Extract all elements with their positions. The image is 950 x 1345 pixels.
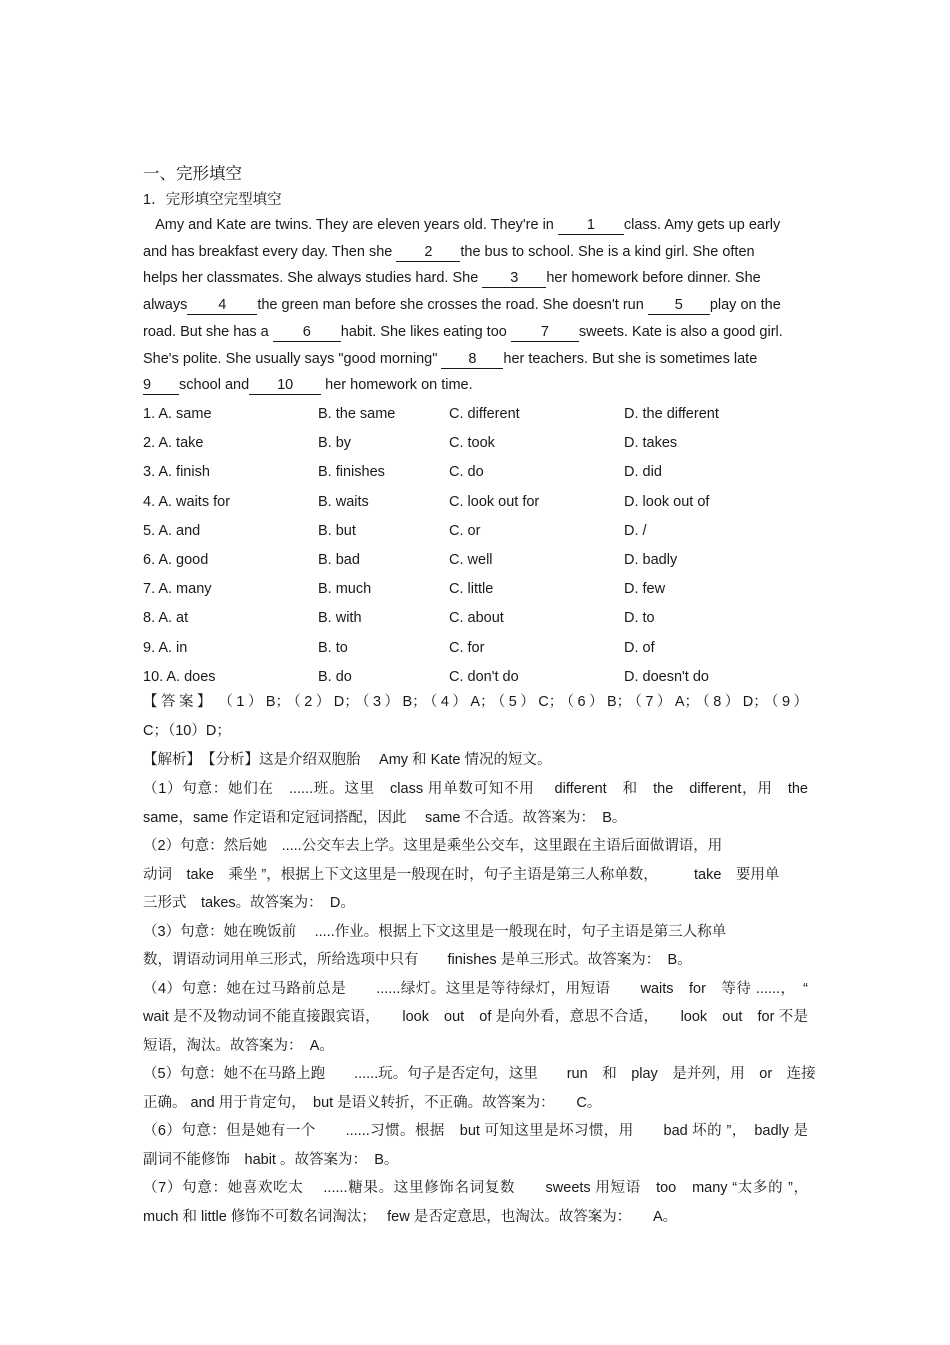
option-a: 1. A. same	[143, 406, 212, 422]
option-a: 4. A. waits for	[143, 493, 231, 510]
analysis-item-2	[143, 832, 808, 918]
passage-line	[143, 212, 808, 239]
analysis-line: wait 是不及物动词不能直接跟宾语， look out of 是向外看，意思不合适， look out for 不是	[143, 1009, 808, 1025]
passage-text: her homework before dinner. She	[546, 270, 761, 287]
analysis-item-3	[143, 918, 808, 975]
analysis-line: （7）句意：她喜欢吃太 ......糖果。这里修饰名词复数 sweets 用短语 too many “太多的 ”，	[143, 1180, 808, 1196]
section-title: 一、完形填空	[143, 165, 242, 183]
option-a: 7. A. many	[143, 581, 212, 598]
option-b: B. the same	[318, 406, 396, 422]
option-c: C. little	[449, 581, 494, 598]
analysis-item-1	[143, 775, 808, 832]
option-row	[143, 458, 808, 487]
option-d: D. doesn't do	[624, 668, 709, 685]
option-c: C. don't do	[449, 668, 519, 685]
analysis-line: （2）句意：然后她 .....公交车去上学。这里是乘坐公交车，这里跟在主语后面做谓语，用	[143, 838, 723, 854]
analysis-line: （1）句意：她们在 ......班。这里 class 用单数可知不用 different 和 the different，用 the	[143, 781, 808, 797]
option-c: C. different	[449, 406, 520, 422]
passage-text: class. Amy gets up early	[623, 217, 781, 233]
analysis-line: 动词 take 乘坐 ”，根据上下文这里是一般现在时，句子主语是第三人称单数， take 要用单	[143, 866, 780, 883]
passage-text: her teachers. But she is sometimes late	[503, 350, 758, 367]
option-b: B. with	[318, 610, 362, 627]
option-row	[143, 575, 808, 604]
option-d: D. look out of	[624, 493, 710, 510]
option-row	[143, 604, 808, 633]
answer-line: 【答案】 （1）B；（2）D；（3）B；（4）A；（5）C；（6）B；（7）A；（8）D；（9）	[143, 694, 808, 710]
analysis-item-6	[143, 1117, 808, 1174]
analysis-line: （4）句意：她在过马路前总是 ......绿灯。这里是等待绿灯，用短语 waits for 等待 ......， “	[143, 980, 808, 997]
option-b: B. do	[318, 668, 352, 685]
analysis-heading: 【解析】 【分析】这是介绍双胞胎 Amy 和 Kate 情况的短文。	[143, 752, 552, 768]
passage-line	[143, 346, 808, 373]
passage-text: her homework on time.	[321, 377, 473, 394]
option-b: B. bad	[318, 551, 360, 568]
passage-line	[143, 372, 808, 399]
option-d: D. takes	[624, 435, 678, 452]
analysis-line: （5）句意：她不在马路上跑 ......玩。句子是否定句，这里 run 和 play 是并列，用 or 连接	[143, 1066, 816, 1082]
option-c: C. took	[449, 435, 495, 452]
passage-line	[143, 239, 808, 266]
option-a: 3. A. finish	[143, 464, 210, 481]
passage-line	[143, 292, 808, 319]
blank-6: 6	[273, 323, 341, 342]
option-d: D. did	[624, 464, 662, 481]
passage-line	[143, 265, 808, 292]
analysis-line: much 和 little 修饰不可数名词淘汰； few 是否定意思，也淘汰。故答案为： A。	[143, 1208, 678, 1225]
blank-3: 3	[482, 269, 546, 288]
option-d: D. few	[624, 581, 666, 598]
analysis-section	[143, 746, 816, 1231]
passage-text: and has breakfast every day. Then she	[143, 243, 397, 260]
analysis-line: （6）句意：但是她有一个 ......习惯。根据 but 可知这里是坏习惯，用 bad 坏的 ”， badly 是	[143, 1123, 808, 1139]
passage-text: the green man before she crosses the road. She doesn't run	[257, 297, 648, 314]
analysis-item-5	[143, 1060, 816, 1117]
option-c: C. well	[449, 551, 493, 568]
passage-text: Amy and Kate are twins. They are eleven years old. They're in	[155, 217, 558, 233]
blank-9: 9	[143, 376, 179, 395]
option-row	[143, 634, 808, 663]
option-a: 2. A. take	[143, 435, 204, 452]
option-d: D. the different	[624, 406, 719, 422]
analysis-line: 副词不能修饰 habit 。故答案为： B。	[143, 1151, 399, 1168]
option-row	[143, 517, 808, 546]
passage-text: She's polite. She usually says "good morning"	[143, 350, 442, 367]
blank-10: 10	[249, 376, 321, 395]
analysis-line: 短语，淘汰。故答案为： A。	[143, 1037, 334, 1054]
passage-text: sweets. Kate is also a good girl.	[578, 323, 783, 340]
blank-8: 8	[441, 350, 503, 369]
blank-4: 4	[187, 296, 257, 315]
passage-line	[143, 319, 808, 346]
passage-text: habit. She likes eating too	[340, 323, 511, 340]
option-row	[143, 400, 808, 429]
option-d: D. to	[624, 610, 655, 627]
option-a: 5. A. and	[143, 522, 201, 539]
question-title: 1．完形填空完型填空	[143, 192, 282, 208]
option-b: B. but	[318, 522, 356, 539]
option-c: C. for	[449, 639, 485, 656]
analysis-item-4	[143, 975, 808, 1061]
option-b: B. by	[318, 435, 352, 452]
option-b: B. to	[318, 639, 348, 656]
option-row	[143, 488, 808, 517]
passage-text: road. But she has a	[143, 323, 273, 340]
option-d: D. /	[624, 522, 647, 539]
analysis-line: （3）句意：她在晚饭前 .....作业。根据上下文这里是一般现在时，句子主语是第三人称单	[143, 923, 727, 940]
passage-text: play on the	[709, 297, 781, 314]
blank-7: 7	[511, 323, 579, 342]
answer-section	[143, 688, 808, 746]
passage-text: school and	[179, 377, 250, 394]
blank-5: 5	[648, 296, 710, 315]
option-row	[143, 429, 808, 458]
passage-text: always	[143, 297, 188, 314]
passage-text: helps her classmates. She always studies hard. She	[143, 270, 483, 287]
analysis-line: 正确。 and 用于肯定句， but 是语义转折，不正确。故答案为： C。	[143, 1094, 602, 1111]
analysis-line: same，same 作定语和定冠词搭配，因此 same 不合适。故答案为： B。	[143, 809, 627, 826]
passage-text: the bus to school. She is a kind girl. She often	[460, 243, 755, 260]
option-c: C. or	[449, 522, 481, 539]
option-a: 10. A. does	[143, 668, 216, 685]
option-d: D. badly	[624, 551, 678, 568]
analysis-line: 数，谓语动词用单三形式，所给选项中只有 finishes 是单三形式。故答案为： B。	[143, 952, 692, 968]
option-d: D. of	[624, 639, 655, 656]
option-c: C. do	[449, 464, 484, 481]
options-list	[143, 400, 808, 692]
answer-line: C；（10）D；	[143, 723, 231, 739]
option-row	[143, 546, 808, 575]
cloze-passage	[143, 212, 808, 399]
option-b: B. finishes	[318, 464, 385, 481]
analysis-item-7	[143, 1174, 808, 1231]
analysis-line: 三形式 takes。故答案为： D。	[143, 895, 355, 911]
option-c: C. about	[449, 610, 504, 627]
option-a: 6. A. good	[143, 551, 209, 568]
blank-1: 1	[558, 216, 624, 235]
blank-2: 2	[396, 243, 460, 262]
option-a: 8. A. at	[143, 610, 189, 627]
option-b: B. much	[318, 581, 372, 598]
option-b: B. waits	[318, 493, 369, 510]
option-c: C. look out for	[449, 493, 540, 510]
option-a: 9. A. in	[143, 639, 188, 656]
